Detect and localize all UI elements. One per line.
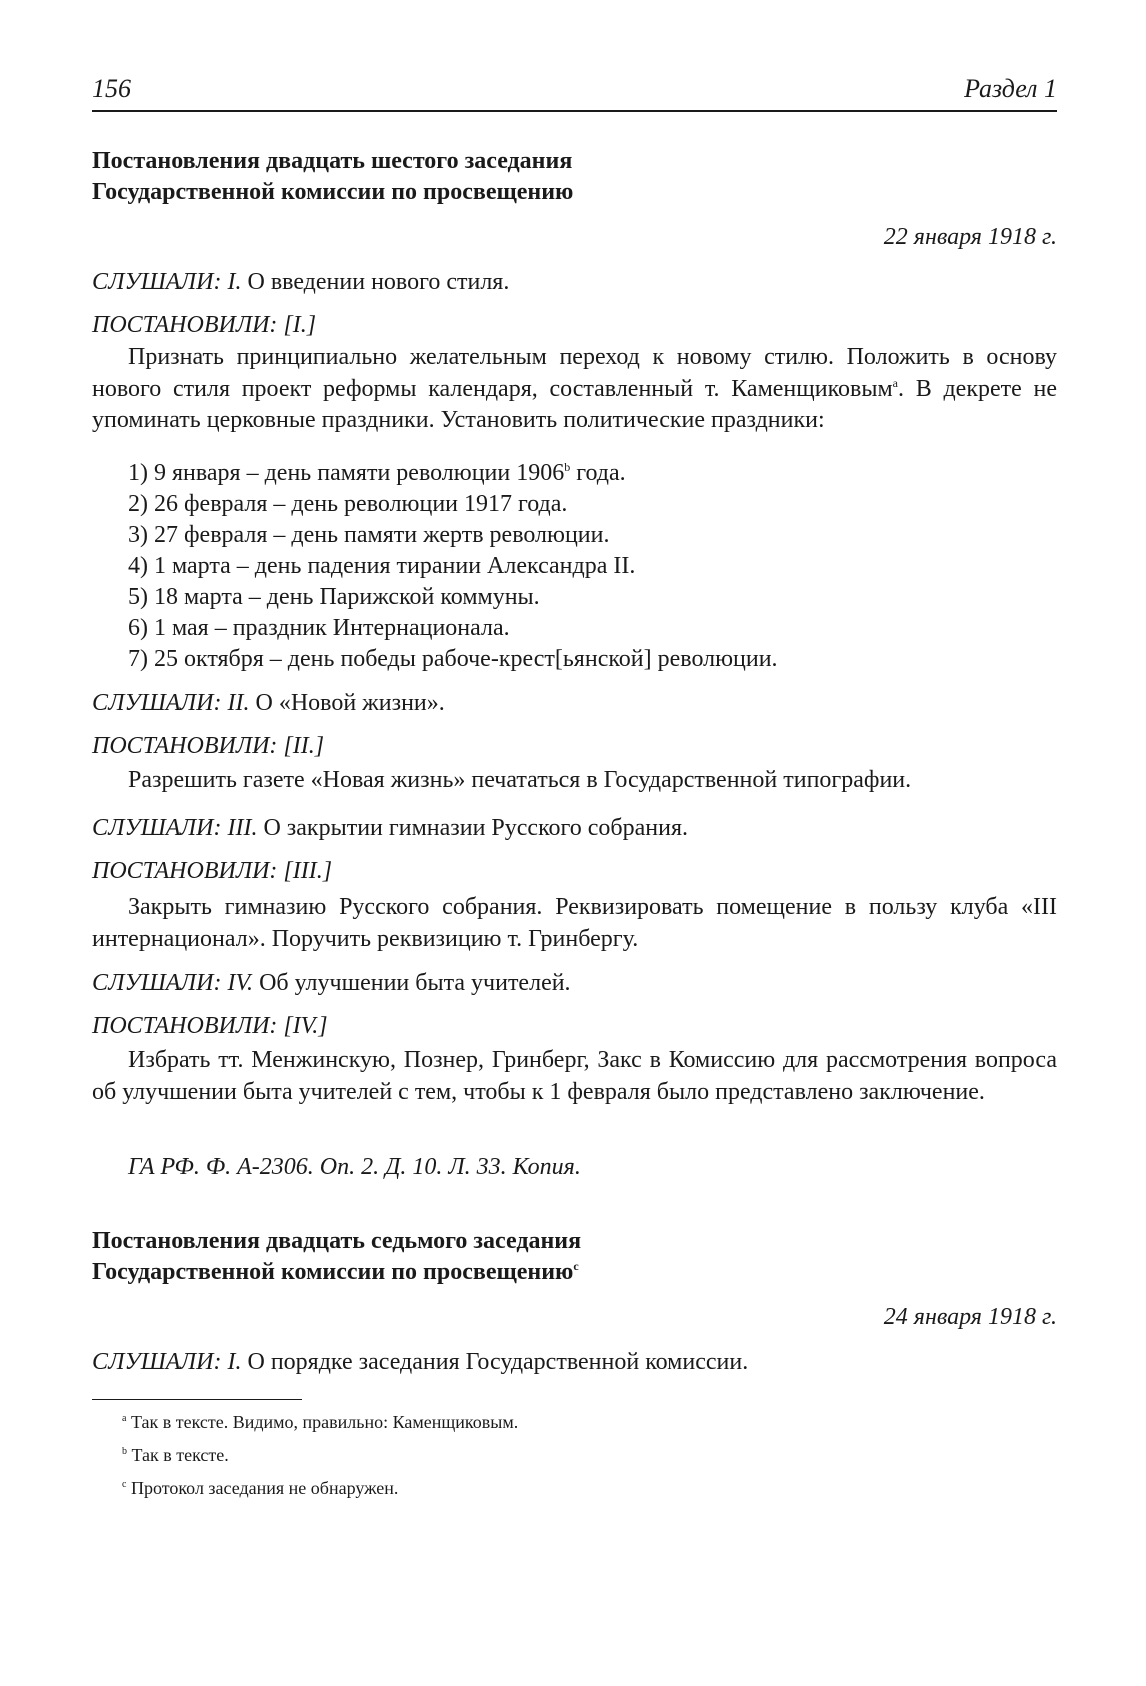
resolution-text-2: Разрешить газете «Новая жизнь» печататься в Государственной типографии.: [128, 767, 912, 793]
holiday-item: 6) 1 мая – праздник Интернационала.: [128, 615, 510, 641]
resolved-label-3: ПОСТАНОВИЛИ: [III.]: [92, 858, 333, 884]
page-number: 156: [92, 74, 131, 103]
resolution-text-3: Закрыть гимназию Русского собрания. Реквизировать помещение в пользу клуба «III интернационал». Поручить реквизицию т. Гринбергу.: [92, 894, 1057, 952]
footnote-ref-a: a: [892, 375, 898, 390]
resolved-label-2: ПОСТАНОВИЛИ: [II.]: [92, 733, 325, 759]
section-title: Раздел 1: [964, 74, 1057, 103]
footnote-ref-c: c: [573, 1259, 579, 1273]
resolution-text-1: Признать принципиально желательным переход к новому стилю. Положить в основу нового стиля проект реформы календаря, составленный т. Каменщиковым$^a$. В декрете не упоминать церковные праздники. Установить политические праздники:: [92, 344, 1057, 434]
footnote-a: $^a$ Так в тексте. Видимо, правильно: Каменщиковым.: [122, 1412, 519, 1432]
holiday-item: 4) 1 марта – день падения тирании Александра II.: [128, 553, 636, 579]
doc1-date: 22 января 1918 г.: [883, 224, 1057, 250]
holiday-item: 3) 27 февраля – день памяти жертв революции.: [128, 522, 610, 548]
heard-item-3: СЛУШАЛИ: III. О закрытии гимназии Русского собрания.: [92, 815, 689, 841]
doc1-title: Постановления двадцать шестого заседания Государственной комиссии по просвещению: [92, 148, 574, 205]
footnote-c: $^c$ Протокол заседания не обнаружен.: [122, 1478, 399, 1498]
heard-item-4: СЛУШАЛИ: IV. Об улучшении быта учителей.: [92, 970, 571, 996]
running-header: [92, 70, 1057, 112]
resolved-label-4: ПОСТАНОВИЛИ: [IV.]: [92, 1013, 328, 1039]
holiday-item: 7) 25 октября – день победы рабоче-крест[ьянской] революции.: [128, 646, 778, 672]
heard-item-doc2: СЛУШАЛИ: I. О порядке заседания Государственной комиссии.: [92, 1349, 749, 1375]
holiday-item: 2) 26 февраля – день революции 1917 года.: [128, 491, 568, 517]
resolved-label-1: ПОСТАНОВИЛИ: [I.]: [92, 312, 317, 338]
doc2-title: Постановления двадцать седьмого заседания Государственной комиссии по просвещению$^c$: [92, 1228, 582, 1285]
doc2-date: 24 января 1918 г.: [883, 1304, 1057, 1330]
holiday-item: 1) 9 января – день памяти революции 1906$^b$ года.: [128, 460, 626, 486]
resolution-text-4: Избрать тт. Менжинскую, Познер, Гринберг, Закс в Комиссию для рассмотрения вопроса об улучшении быта учителей с тем, чтобы к 1 февраля было представлено заключение.: [92, 1047, 1057, 1105]
footnote-divider: [92, 1399, 302, 1400]
holiday-item: 5) 18 марта – день Парижской коммуны.: [128, 584, 540, 610]
footnote-ref-b: b: [564, 460, 571, 474]
heard-item-1: СЛУШАЛИ: I. О введении нового стиля.: [92, 269, 510, 295]
footnote-b: $^b$ Так в тексте.: [122, 1445, 229, 1465]
archive-source: ГА РФ. Ф. А-2306. Оп. 2. Д. 10. Л. 33. Копия.: [128, 1154, 581, 1180]
heard-item-2: СЛУШАЛИ: II. О «Новой жизни».: [92, 690, 445, 716]
